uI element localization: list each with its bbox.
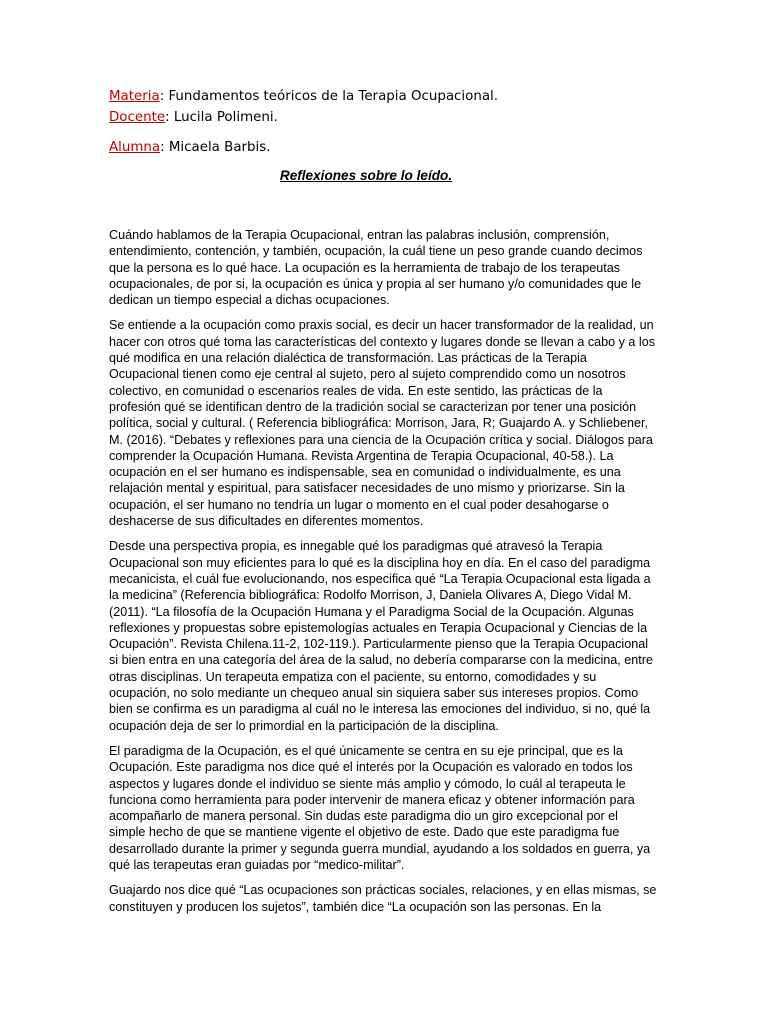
student-value: : Micaela Barbis. xyxy=(160,140,271,155)
subject-label: Materia xyxy=(109,89,160,104)
paragraph-5: Guajardo nos dice qué “Las ocupaciones son prácticas sociales, relaciones, y en ellas mismas, se constituyen y producen los sujetos”, también dice “La ocupación son las personas. En la xyxy=(109,883,657,914)
teacher-label: Docente xyxy=(109,110,166,125)
document-title: Reflexiones sobre lo leído. xyxy=(279,168,453,183)
subject-value: : Fundamentos teóricos de la Terapia Ocupacional. xyxy=(159,89,498,104)
document-body xyxy=(109,227,657,924)
teacher-line xyxy=(109,107,669,128)
paragraph-2: Se entiende a la ocupación como praxis social, es decir un hacer transformador de la realidad, un hacer con otros qué toma las características del contexto y lugares donde se llevan a cabo y a los qué modifica en una relación dialéctica de transformación. Las prácticas de la Terapia Ocupacional tienen como eje central al sujeto, pero al sujeto comprendido como un nosotros colectivo, en comunidad o escenarios reales de vida. En este sentido, las prácticas de la profesión qué se identifican dentro de la tradición social se caracterizan por tener una posición política, social y cultural. ( Referencia bibliográfica: Morrison, Jara, R; Guajardo A. y Schliebener, M. (2016). “Debates y reflexiones para una ciencia de la Ocupación crítica y social. Diálogos para comprender la Ocupación Humana. Revista Argentina de Terapia Ocupacional, 40-58.). La ocupación en el ser humano es indispensable, sea en comunidad o individualmente, es una relajación mental y espiritual, para satisfacer necesidades de uno mismo y priorizarse. Sin la ocupación, el ser humano no tendría un lugar o momento en el cual poder desahogarse o deshacerse de sus dificultades en diferentes momentos. xyxy=(109,318,656,529)
student-line xyxy=(109,137,669,158)
paragraph-3: Desde una perspectiva propia, es innegable qué los paradigmas qué atravesó la Terapia Ocupacional son muy eficientes para lo qué es la disciplina hoy en día. En el caso del paradigma mecanicista, el cuál fue evolucionando, nos especifica qué “La Terapia Ocupacional esta ligada a la medicina” (Referencia bibliográfica: Rodolfo Morrison, J, Daniela Olivares A, Diego Vidal M. (2011). “La filosofía de la Ocupación Humana y el Paradigma Social de la Ocupación. Algunas reflexiones y propuestas sobre epistemologías actuales en Terapia Ocupacional y Ciencias de la Ocupación”. Revista Chilena.11-2, 102-119.). Particularmente pienso que la Terapia Ocupacional si bien entra en una categoría del área de la salud, no debería compararse con la medicina, entre otras disciplinas. Un terapeuta empatiza con el paciente, su entorno, comodidades y su ocupación, no solo mediante un chequeo anual sin siquiera saber sus intereses propios. Como bien se confirma es un paradigma al cuál no le interesa las emociones del individuo, si no, qué la ocupación deja de ser lo primordial en la participación de la disciplina. xyxy=(109,539,653,733)
paragraph-4: El paradigma de la Ocupación, es el qué únicamente se centra en su eje principal, que es la Ocupación. Este paradigma nos dice qué el interés por la Ocupación es valorado en todos los aspectos y lugares donde el individuo se siente más amplio y cómodo, lo cuál al terapeuta le funciona como herramienta para poder intervenir de manera eficaz y obtener información para acompañarlo de manera personal. Sin dudas este paradigma dio un giro excepcional por el simple hecho de que se mantiene vigente el objetivo de este. Dado que este paradigma fue desarrollado durante la primer y segunda guerra mundial, ayudando a los soldados en guerra, ya qué las terapeutas eran guiadas por “medico-militar”. xyxy=(109,743,651,872)
student-label: Alumna xyxy=(109,140,161,155)
paragraph-1: Cuándo hablamos de la Terapia Ocupacional, entran las palabras inclusión, comprensión, entendimiento, contención, y también, ocupación, la cuál tiene un peso grande cuando decimos que la persona es lo qué hace. La ocupación es la herramienta de trabajo de los terapeutas ocupacionales, de por si, la ocupación es única y propia al ser humano y/o comunidades que le dedican un tiempo especial a dichas ocupaciones. xyxy=(109,228,643,308)
document-header xyxy=(109,86,669,158)
subject-line xyxy=(109,86,669,107)
teacher-value: : Lucila Polimeni. xyxy=(165,110,278,125)
